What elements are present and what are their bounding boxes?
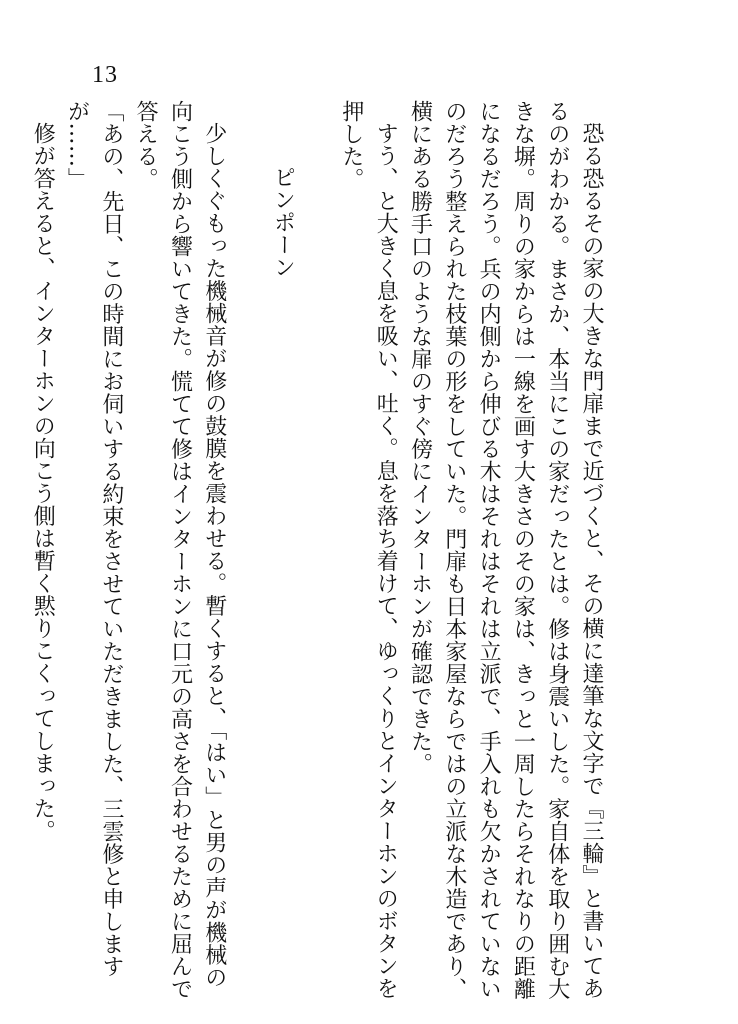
paragraph-intercom: 少しくぐもった機械音が修の鼓膜を震わせる。暫くすると、「はい」と男の声が機械の向こう側から響いてきた。慌てて修はインターホンに口元の高さを合わせるために屈んで答える。 (133, 100, 227, 1000)
paragraph-dialogue: 「あの、先日、この時間にお伺いする約束をさせていただきました、三雲修と申しますが……」 (64, 100, 124, 978)
blank-line (231, 100, 265, 1000)
paragraph-sound: ピンポーン (270, 166, 296, 279)
paragraph-silence: 修が答えると、インターホンの向こう側は暫く黙りこくってしまった。 (30, 122, 56, 842)
paragraph-approach: 恐る恐るその家の大きな門扉まで近づくと、その横に達筆な文字で『三輪』と書いてあるのがわかる。まさか、本当にこの家だったとは。修は身震いした。家自体を取り囲む大きな塀。周りの家からは一線を画す大きさのその家は、きっと一周したらそれなりの距離になるだろう。兵の内側から伸びる木はそれはそれは立派で、手入れも欠かされていないのだろう整えられた枝葉の形をしていた。門扉も日本家屋ならではの立派な木造であり、横にある勝手口のような扉のすぐ傍にインターホンが確認できた。 (407, 100, 604, 1000)
blank-line (299, 100, 333, 1000)
page-number: 13 (92, 62, 118, 88)
paragraph-breath: すう、と大きく息を吸い、吐く。息を落ち着けて、ゆっくりとインターホンのボタンを押した。 (338, 100, 399, 1000)
body-text (25, 100, 608, 1000)
